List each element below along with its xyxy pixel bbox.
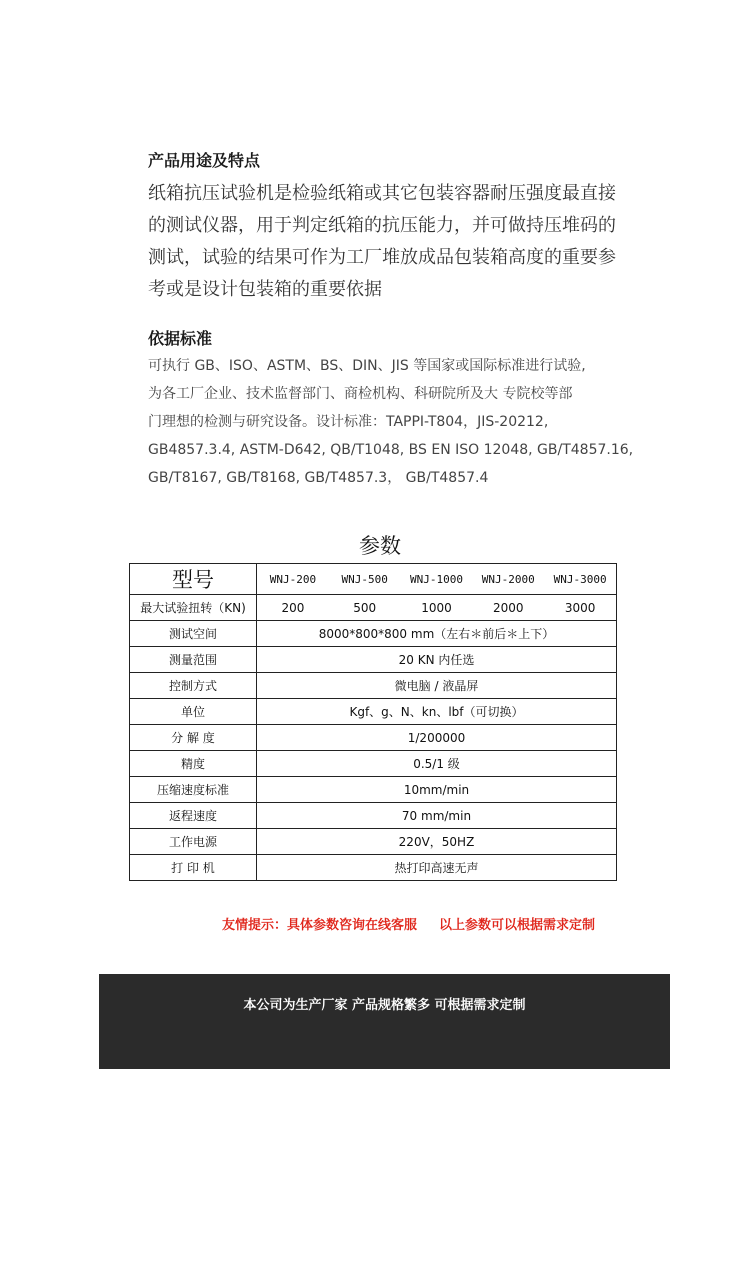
row-value: 热打印高速无声 — [257, 855, 617, 881]
row-label: 返程速度 — [130, 803, 257, 829]
row-value: 8000*800*800 mm（左右＊前后＊上下） — [257, 621, 617, 647]
model-cells — [257, 564, 617, 595]
table-row — [130, 725, 617, 751]
model-header-label: 型号 — [130, 564, 257, 595]
row-value: 微电脑 / 液晶屏 — [257, 673, 617, 699]
row-label: 控制方式 — [130, 673, 257, 699]
table-row — [130, 803, 617, 829]
features-paragraph — [148, 178, 628, 306]
model-name: WNJ-3000 — [553, 572, 607, 586]
row-label: 工作电源 — [130, 829, 257, 855]
model-name: WNJ-1000 — [410, 572, 463, 586]
table-row — [130, 673, 617, 699]
row-value: 70 mm/min — [257, 803, 617, 829]
row-label: 精度 — [130, 751, 257, 777]
max-force-value: 500 — [353, 600, 377, 615]
table-row — [130, 699, 617, 725]
features-line: 考或是设计包装箱的重要依据 — [148, 279, 382, 300]
table-row — [130, 855, 617, 881]
standards-line: 门理想的检测与研究设备。设计标准：TAPPI-T804，JIS-20212, — [148, 414, 549, 430]
standards-line: GB/T8167, GB/T8168, GB/T4857.3， GB/T4857.4 — [148, 470, 489, 486]
row-label: 压缩速度标准 — [130, 777, 257, 803]
table-row — [130, 829, 617, 855]
standards-paragraph — [148, 352, 648, 492]
table-row — [130, 751, 617, 777]
standards-line: GB4857.3.4, ASTM-D642, QB/T1048, BS EN ISO 12048, GB/T4857.16, — [148, 442, 634, 458]
row-label: 测试空间 — [130, 621, 257, 647]
section-title-standards: 依据标准 — [148, 329, 213, 348]
model-name: WNJ-2000 — [481, 572, 535, 586]
table-row — [130, 777, 617, 803]
max-force-value: 1000 — [421, 600, 452, 615]
row-value: 0.5/1 级 — [257, 751, 617, 777]
table-row — [130, 595, 617, 621]
standards-line: 可执行 GB、ISO、ASTM、BS、DIN、JIS 等国家或国际标准进行试验, — [148, 358, 586, 374]
row-label: 测量范围 — [130, 647, 257, 673]
row-value: 220V，50HZ — [257, 829, 617, 855]
model-name: WNJ-500 — [341, 572, 388, 586]
table-header-row — [130, 564, 617, 595]
max-force-value: 3000 — [564, 600, 596, 615]
row-value: 1/200000 — [257, 725, 617, 751]
max-force-cells — [257, 595, 617, 621]
model-name: WNJ-200 — [269, 572, 317, 586]
table-row — [130, 621, 617, 647]
features-line: 测试，试验的结果可作为工厂堆放成品包装箱高度的重要参 — [148, 247, 616, 268]
row-value: 10mm/min — [257, 777, 617, 803]
section-title-features: 产品用途及特点 — [148, 151, 261, 170]
parameters-title: 参数 — [359, 534, 401, 558]
features-line: 的测试仪器，用于判定纸箱的抗压能力，并可做持压堆码的 — [148, 215, 616, 236]
standards-line: 为各工厂企业、技术监督部门、商检机构、科研院所及大 专院校等部 — [148, 386, 573, 402]
row-label: 单位 — [130, 699, 257, 725]
parameters-table — [129, 563, 617, 881]
row-label: 打 印 机 — [130, 855, 257, 881]
tip-custom-text: 以上参数可以根据需求定制 — [439, 918, 596, 933]
friendly-tip — [222, 914, 595, 933]
max-force-value: 2000 — [493, 600, 524, 615]
row-label: 分 解 度 — [130, 725, 257, 751]
max-force-value: 200 — [281, 600, 305, 615]
row-value: Kgf、g、N、kn、lbf（可切换） — [257, 699, 617, 725]
features-line: 纸箱抗压试验机是检验纸箱或其它包装容器耐压强度最直接 — [148, 183, 616, 204]
company-banner — [99, 974, 670, 1069]
row-value: 20 KN 内任选 — [257, 647, 617, 673]
tip-consult-text: 友情提示：具体参数咨询在线客服 — [222, 918, 418, 933]
banner-text: 本公司为生产厂家 产品规格繁多 可根据需求定制 — [243, 998, 526, 1013]
max-force-label: 最大试验扭转（KN) — [130, 595, 257, 621]
table-row — [130, 647, 617, 673]
